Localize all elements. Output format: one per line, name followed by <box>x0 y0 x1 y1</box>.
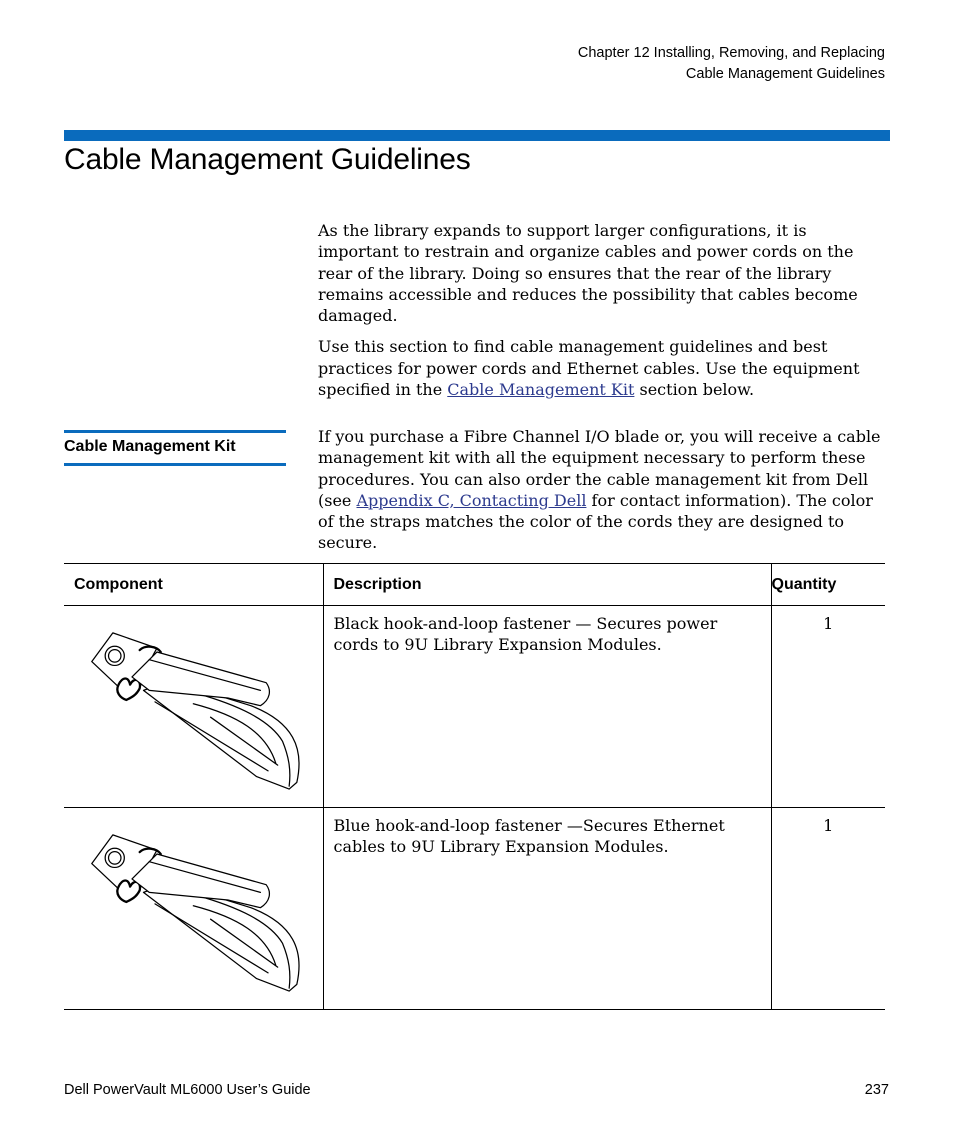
component-description: Black hook-and-loop fastener — Secures power cords to 9U Library Expansion Modules. <box>323 606 771 808</box>
kit-paragraph <box>318 426 890 554</box>
intro-section <box>318 220 890 400</box>
table-row <box>64 606 885 808</box>
page-title: Cable Management Guidelines <box>64 143 471 176</box>
table-header-row <box>64 564 885 606</box>
intro-paragraph-2-text: Use this section to find cable management guidelines and best practices for power cords and Ethernet cables. Use the equipment specified in the <box>318 337 860 400</box>
hook-and-loop-strap-icon <box>86 822 316 1002</box>
intro-paragraph-2-tail: section below. <box>634 380 755 400</box>
running-header-chapter: Chapter 12 Installing, Removing, and Replacing <box>577 45 885 61</box>
running-header <box>578 43 885 84</box>
column-header-component: Component <box>64 564 323 606</box>
cable-management-kit-heading: Cable Management Kit <box>64 430 286 466</box>
column-header-quantity: Quantity <box>771 564 885 606</box>
footer-page-number: 237 <box>864 1082 889 1098</box>
appendix-c-contacting-dell-link[interactable]: Appendix C, Contacting Dell <box>356 490 587 510</box>
kit-description <box>318 426 890 554</box>
component-image-cell <box>64 808 323 1010</box>
running-header-section: Cable Management Guidelines <box>685 65 885 82</box>
kit-paragraph-tail: for contact information). The color of the straps matches the color of the cords they are designed to secure. <box>318 490 873 553</box>
intro-paragraph-2 <box>318 336 890 400</box>
cable-management-kit-table <box>64 563 885 1010</box>
component-description: Blue hook-and-loop fastener —Secures Ethernet cables to 9U Library Expansion Modules. <box>323 808 771 1010</box>
column-header-description: Description <box>323 564 771 606</box>
component-quantity: 1 <box>771 606 885 808</box>
intro-paragraph-1: As the library expands to support larger configurations, it is important to restrain and organize cables and power cords on the rear of the library. Doing so ensures that the rear of the library remains accessible and reduces the possibility that cables become damaged. <box>318 221 858 326</box>
cable-management-kit-link[interactable]: Cable Management Kit <box>447 380 635 400</box>
footer-guide-title: Dell PowerVault ML6000 User’s Guide <box>64 1082 311 1098</box>
table-row <box>64 808 885 1010</box>
component-image-cell <box>64 606 323 808</box>
kit-paragraph-text: If you purchase a Fibre Channel I/O blade or, you will receive a cable management kit with all the equipment necessary to perform these procedures. You can also order the cable management kit from Dell (see <box>318 427 881 510</box>
hook-and-loop-strap-icon <box>86 620 316 800</box>
component-quantity: 1 <box>771 808 885 1010</box>
